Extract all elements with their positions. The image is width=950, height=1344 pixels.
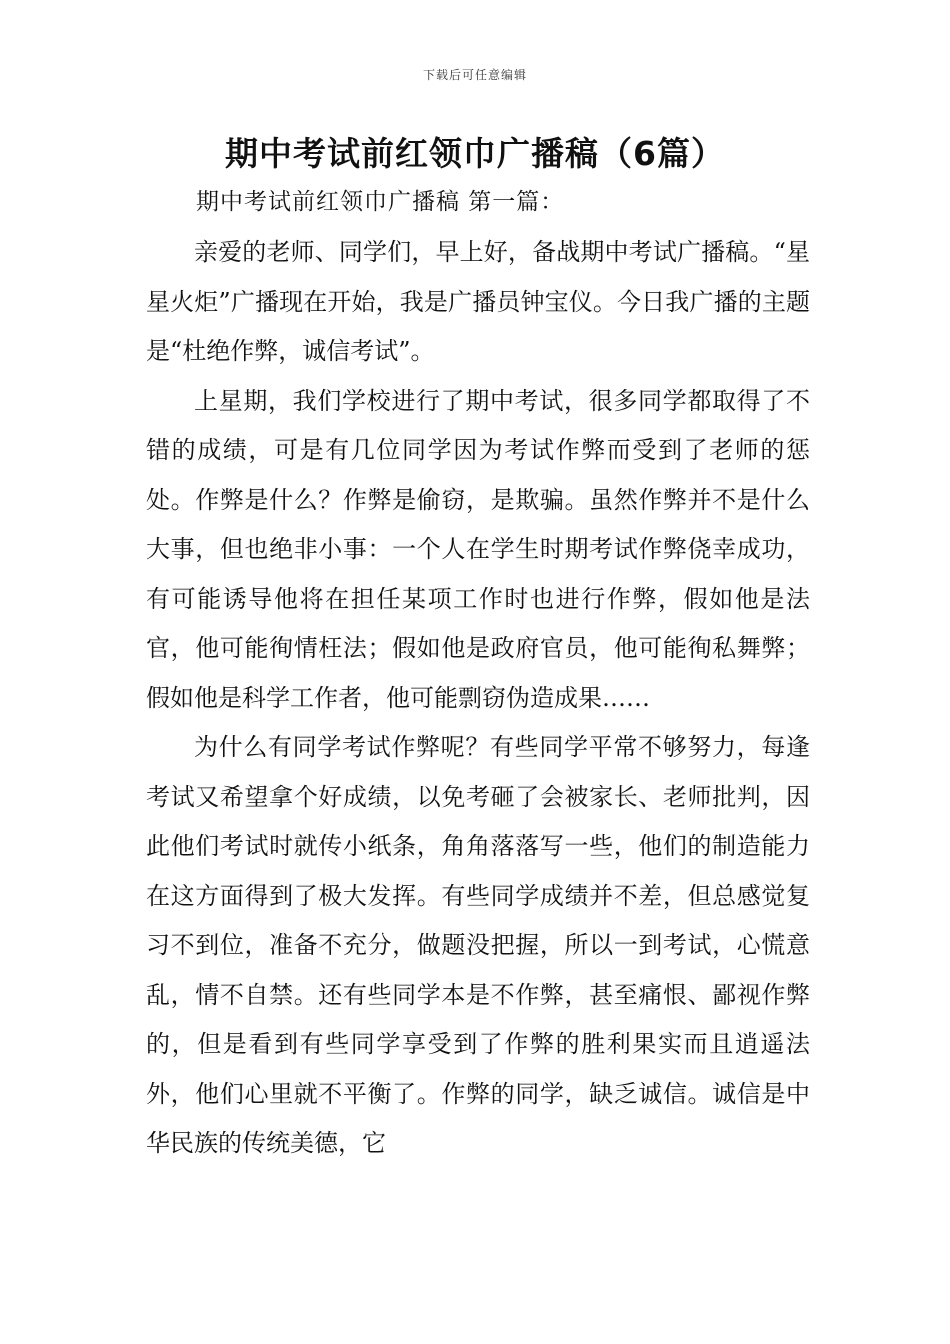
document-subtitle: 期中考试前红领巾广播稿 第一篇： [196, 189, 565, 215]
paragraph-2: 上星期，我们学校进行了期中考试，很多同学都取得了不错的成绩，可是有几位同学因为考试作弊而受到了老师的惩处。作弊是什么？作弊是偷窃，是欺骗。虽然作弊并不是什么大事，但也绝非小事：一个人在学生时期考试作弊侥幸成功，有可能诱导他将在担任某项工作时也进行作弊，假如他是法官，他可能徇情枉法；假如他是政府官员，他可能徇私舞弊；假如他是科学工作者，他可能剽窃伪造成果…… [146, 386, 810, 712]
paragraph-3: 为什么有同学考试作弊呢？有些同学平常不够努力，每逢考试又希望拿个好成绩，以免考砸了会被家长、老师批判，因此他们考试时就传小纸条，角角落落写一些，他们的制造能力在这方面得到了极大发挥。有些同学成绩并不差，但总感觉复习不到位，准备不充分，做题没把握，所以一到考试，心慌意乱，情不自禁。还有些同学本是不作弊，甚至痛恨、鄙视作弊的，但是看到有些同学享受到了作弊的胜利果实而且逍遥法外，他们心里就不平衡了。作弊的同学，缺乏诚信。诚信是中华民族的传统美德，它 [146, 733, 810, 1157]
header-note: 下载后可任意编辑 [422, 68, 527, 82]
document-body [146, 228, 810, 1169]
paragraph-1: 亲爱的老师、同学们，早上好，备战期中考试广播稿。“星星火炬”广播现在开始，我是广播员钟宝仪。今日我广播的主题是“杜绝作弊，诚信考试”。 [146, 238, 810, 365]
document-title: 期中考试前红领巾广播稿（6篇） [225, 134, 725, 173]
